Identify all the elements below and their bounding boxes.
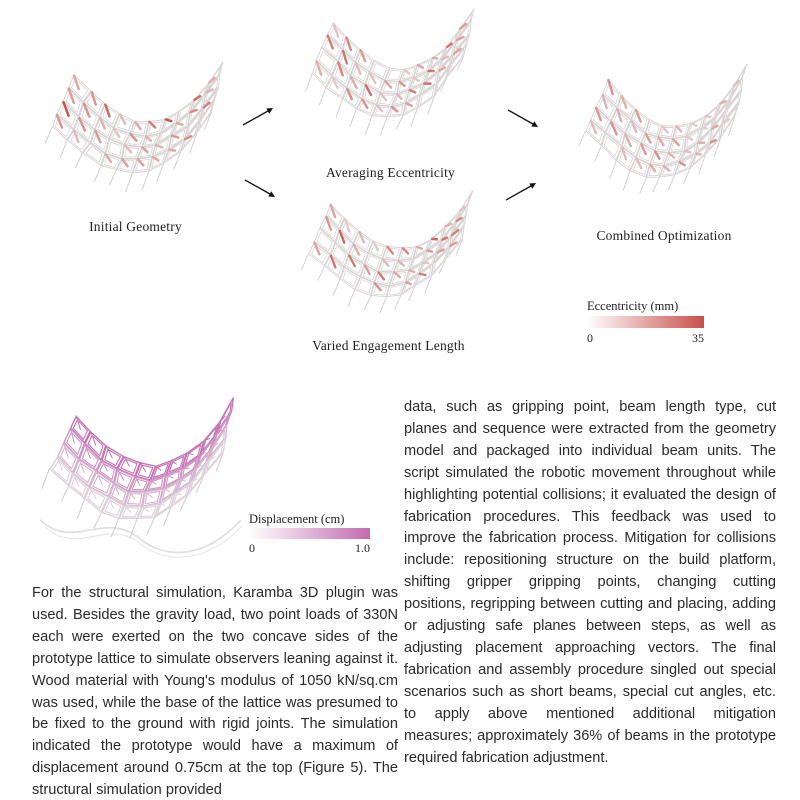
averaging-eccentricity-label: Averaging Eccentricity (326, 165, 455, 180)
initial-geometry-label: Initial Geometry (89, 219, 182, 234)
right-column-paragraph: data, such as gripping point, beam length type, cut planes and sequence were extracted from the geometry model and packaged into individual beam units. The script simulated the robotic movement throughout while highlighting potential collisions; it evaluated the design of fabrication procedures. This feedback was used to improve the fabrication process. Mitigation for collisions include: repositioning structure on the build platform, shifting gripper gripping points, changing cutting positions, regripping between cutting and placing, adding or adjusting safe planes between steps, as well as adjusting placement approaching vectors. The final fabrication and assembly procedure singled out special scenarios such as short beams, special cut angles, etc. to apply above mentioned additional mitigation measures; approximately 36% of beams in the prototype required fabrication adjustment. (404, 399, 776, 766)
arrow-averaging-to-combined-icon (506, 106, 542, 132)
body-text-right-column (404, 397, 776, 769)
varied-engagement-length-lattice-figure (296, 188, 481, 336)
displacement-tick-max: 1.0 (355, 541, 370, 555)
initial-geometry-lattice-figure (38, 58, 233, 214)
left-column-paragraph: For the structural simulation, Karamba 3D plugin was used. Besides the gravity load, two point loads of 330N each were exerted on the two concave sides of the prototype lattice to simulate observers leaning against it. Wood material with Young's modulus of 1050 kN/sq.cm was used, while the base of the lattice was presumed to be fixed to the ground with rigid joints. The simulation indicated the prototype would have a maximum of displacement around 0.75cm at the top (Figure 5). The structural simulation provided (32, 585, 398, 799)
eccentricity-colorbar (587, 316, 704, 328)
varied-engagement-length-label: Varied Engagement Length (312, 338, 465, 353)
displacement-tick-min: 0 (249, 541, 255, 555)
averaging-eccentricity-lattice-figure (298, 6, 483, 158)
combined-optimization-lattice-figure (573, 62, 755, 220)
eccentricity-tick-max: 35 (692, 331, 704, 345)
combined-optimization-label: Combined Optimization (596, 228, 732, 243)
displacement-colorbar (249, 528, 370, 539)
eccentricity-tick-min: 0 (587, 331, 593, 345)
arrow-initial-to-varied-icon (243, 176, 279, 202)
displacement-legend-title: Displacement (cm) (249, 512, 345, 526)
arrow-varied-to-combined-icon (504, 178, 540, 204)
displacement-simulation-lattice-figure (36, 396, 244, 564)
body-text-left-column (32, 583, 398, 800)
eccentricity-legend-title: Eccentricity (mm) (587, 299, 679, 313)
arrow-initial-to-averaging-icon (241, 103, 277, 129)
